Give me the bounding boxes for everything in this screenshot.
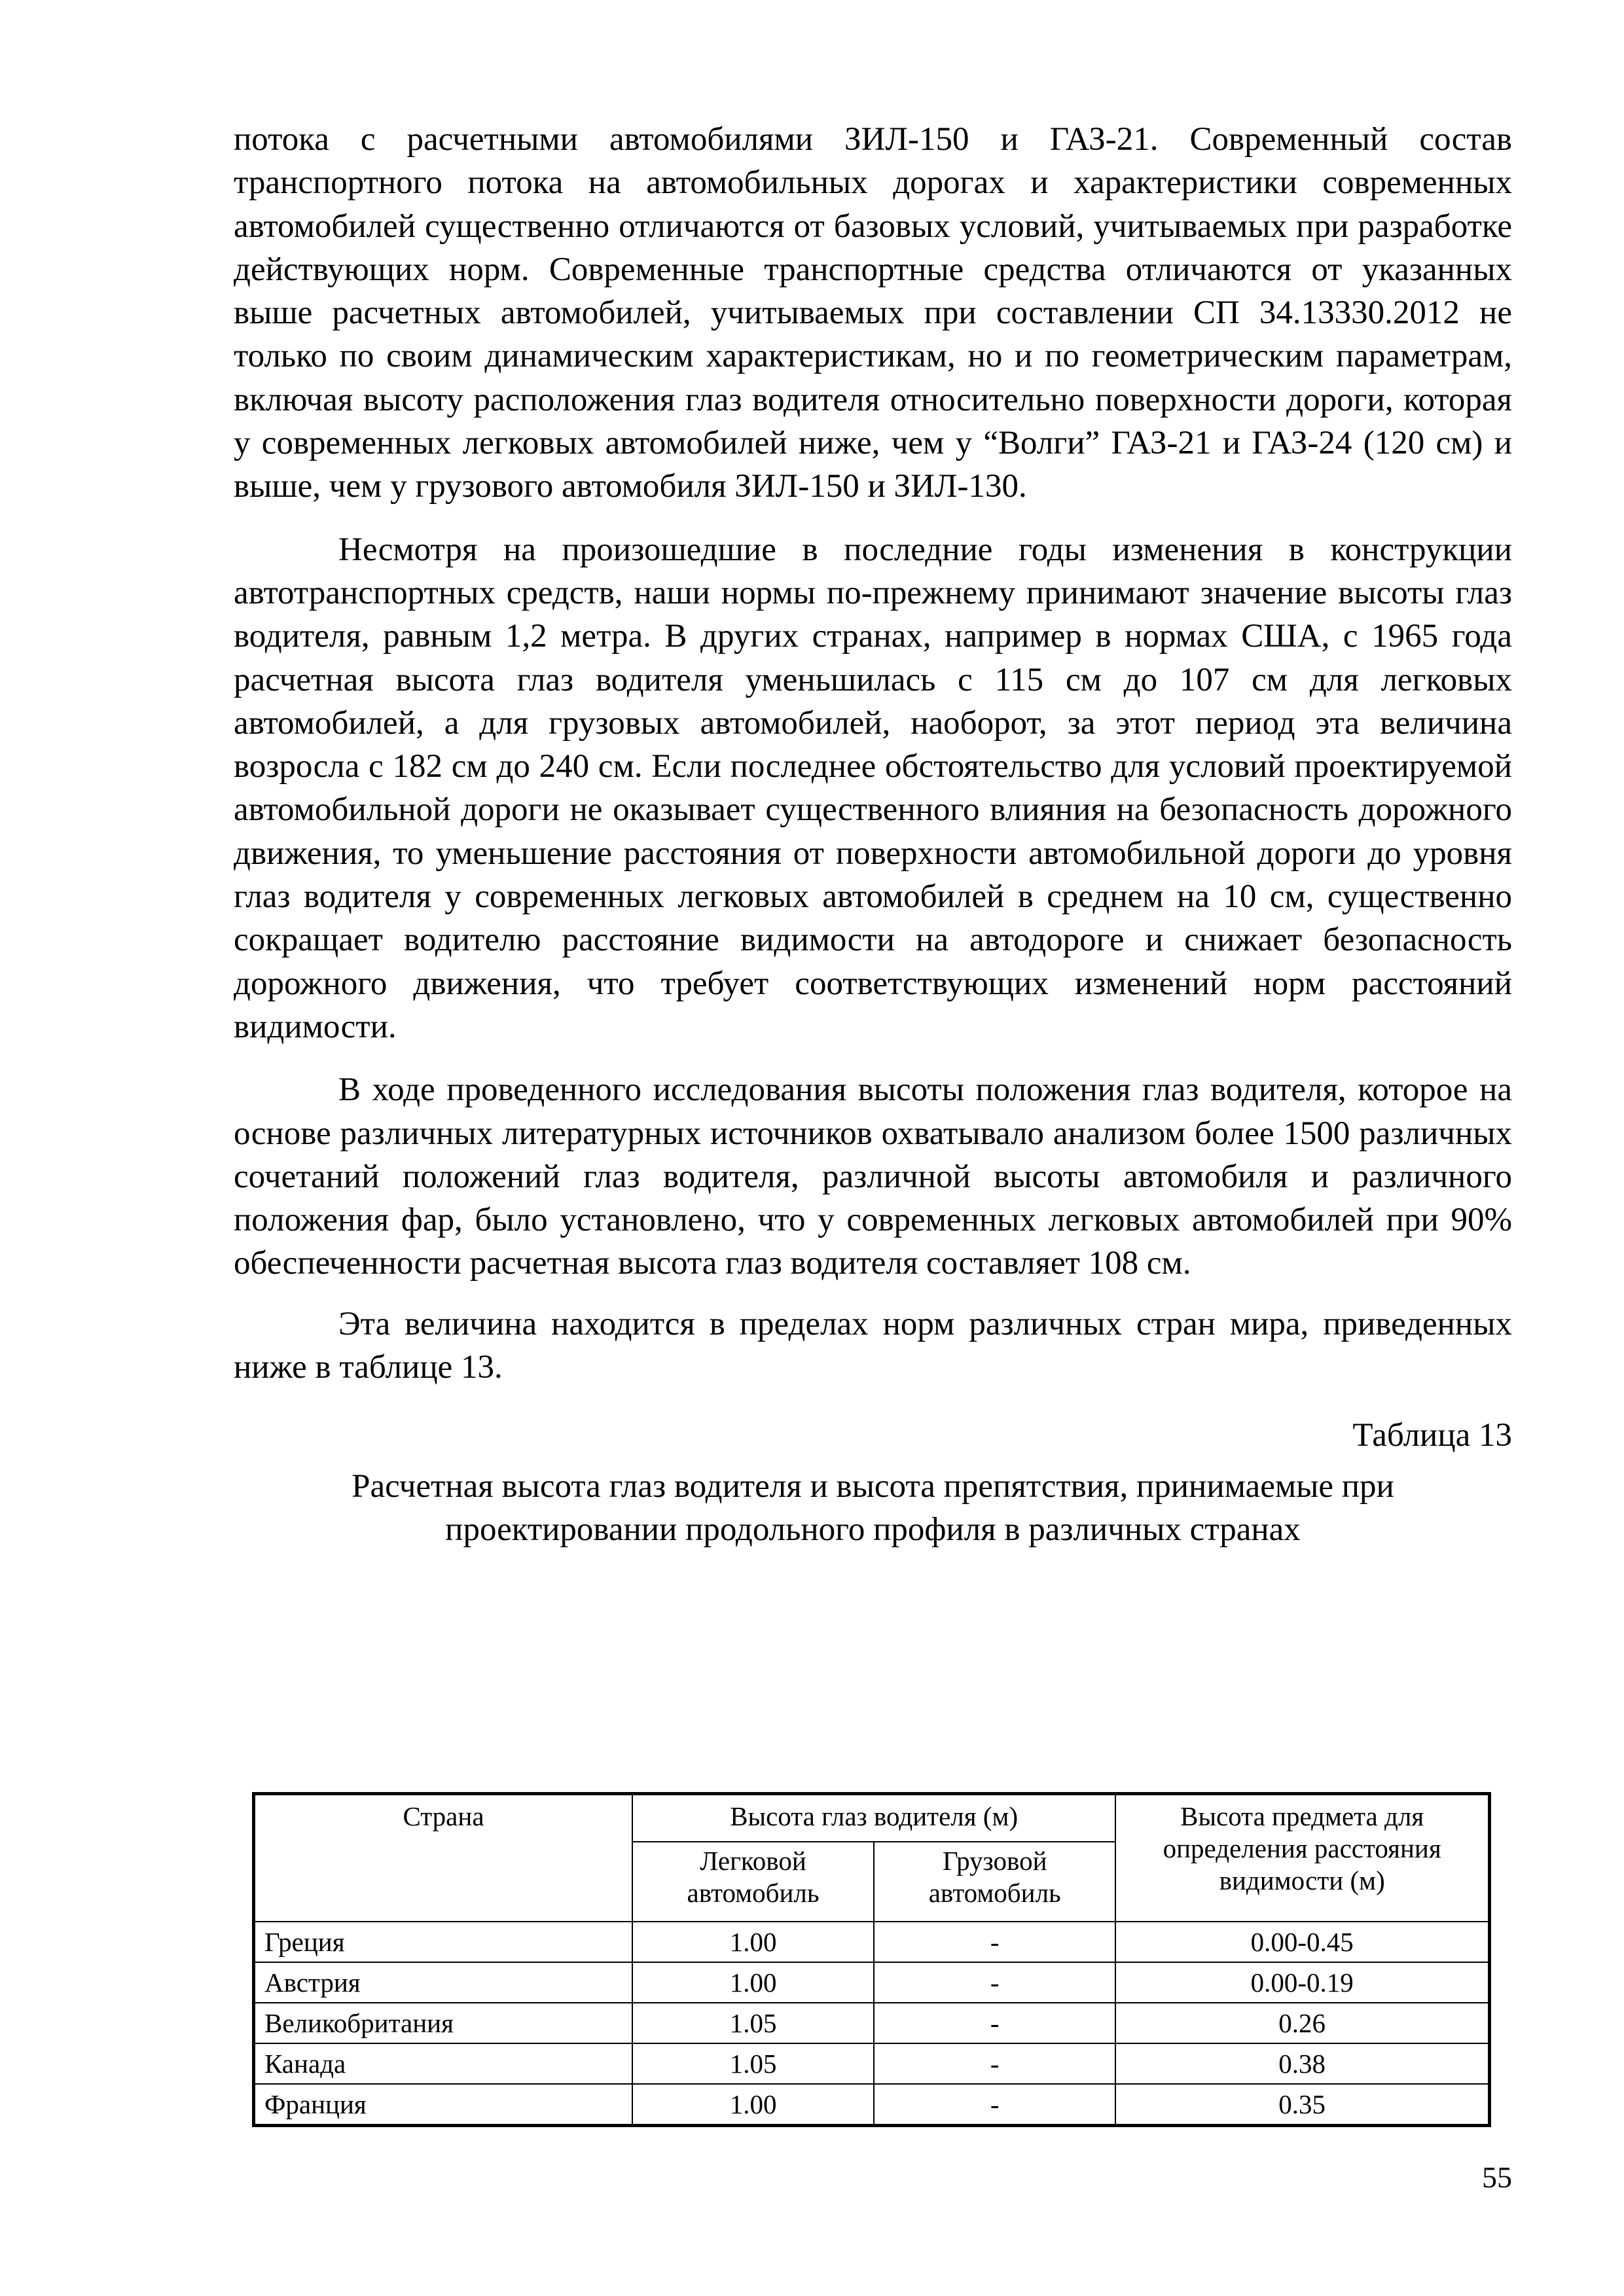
paragraph-3: В ходе проведенного исследования высоты положения глаз водителя, которое на основе различных литературных источников охватывало анализом более 1500 различных сочетаний положений глаз водителя, различной высоты автомобиля и различного положения фар, было установлено, что у современных легковых автомобилей при 90% обеспеченности расчетная высота глаз водителя составляет 108 см. xyxy=(234,1071,1512,1282)
cell-object: 0.00-0.45 xyxy=(1115,1922,1489,1962)
page-number: 55 xyxy=(1482,2161,1512,2194)
table-number: Таблица 13 xyxy=(1352,1417,1512,1454)
table-row xyxy=(254,2003,1490,2043)
cell-car: 1.00 xyxy=(632,1962,874,2003)
cell-country: Великобритания xyxy=(254,2003,632,2043)
cell-car: 1.00 xyxy=(632,2084,874,2126)
header-truck: Грузовой автомобиль xyxy=(874,1842,1115,1922)
table-caption-line-2: проектировании продольного профиля в различных странах xyxy=(445,1511,1301,1549)
cell-object: 0.26 xyxy=(1115,2003,1489,2043)
cell-object: 0.35 xyxy=(1115,2084,1489,2126)
cell-truck: - xyxy=(874,1922,1115,1962)
cell-truck: - xyxy=(874,2043,1115,2084)
cell-country: Франция xyxy=(254,2084,632,2126)
header-object-height: Высота предмета для определения расстояния видимости (м) xyxy=(1115,1794,1489,1922)
cell-country: Греция xyxy=(254,1922,632,1962)
table-caption-line-1: Расчетная высота глаз водителя и высота препятствия, принимаемые при xyxy=(352,1468,1394,1505)
table-caption xyxy=(234,1465,1512,1551)
paragraph-2: Несмотря на произошедшие в последние годы изменения в конструкции автотранспортных средств, наши нормы по-прежнему принимают значение высоты глаз водителя, равным 1,2 метра. В других странах, например в нормах США, с 1965 года расчетная высота глаз водителя уменьшилась с 115 см до 107 см для легковых автомобилей, а для грузовых автомобилей, наоборот, за этот период эта величина возросла с 182 см до 240 см. Если последнее обстоятельство для условий проектируемой автомобильной дороги не оказывает существенного влияния на безопасность дорожного движения, то уменьшение расстояния от поверхности автомобильной дороги до уровня глаз водителя у современных легковых автомобилей в среднем на 10 см, существенно сокращает водителю расстояние видимости на автодороге и снижает безопасность дорожного движения, что требует соответствующих изменений норм расстояний видимости. xyxy=(234,531,1512,1045)
paragraph-1: потока с расчетными автомобилями ЗИЛ-150 и ГАЗ-21. Современный состав транспортного потока на автомобильных дорогах и характеристики современных автомобилей существенно отличаются от базовых условий, учитываемых при разработке действующих норм. Современные транспортные средства отличаются от указанных выше расчетных автомобилей, учитываемых при составлении СП 34.13330.2012 не только по своим динамическим характеристикам, но и по геометрическим параметрам, включая высоту расположения глаз водителя относительно поверхности дороги, которая у современных легковых автомобилей ниже, чем у “Волги” ГАЗ-21 и ГАЗ-24 (120 см) и выше, чем у грузового автомобиля ЗИЛ-150 и ЗИЛ-130. xyxy=(234,121,1512,505)
table-row xyxy=(254,1962,1490,2003)
table-row xyxy=(254,2043,1490,2084)
cell-car: 1.05 xyxy=(632,2003,874,2043)
cell-truck: - xyxy=(874,2084,1115,2126)
header-country: Страна xyxy=(254,1794,632,1922)
table-row xyxy=(254,2084,1490,2126)
cell-object: 0.38 xyxy=(1115,2043,1489,2084)
cell-truck: - xyxy=(874,2003,1115,2043)
paragraph-4: Эта величина находится в пределах норм различных стран мира, приведенных ниже в таблице 13. xyxy=(234,1305,1512,1386)
header-eye-height: Высота глаз водителя (м) xyxy=(632,1794,1115,1842)
cell-car: 1.05 xyxy=(632,2043,874,2084)
eye-height-table xyxy=(252,1792,1491,2127)
table-row xyxy=(254,1922,1490,1962)
page-body xyxy=(234,118,1512,1551)
header-car: Легковой автомобиль xyxy=(632,1842,874,1922)
cell-car: 1.00 xyxy=(632,1922,874,1962)
cell-country: Канада xyxy=(254,2043,632,2084)
cell-truck: - xyxy=(874,1962,1115,2003)
cell-country: Австрия xyxy=(254,1962,632,2003)
cell-object: 0.00-0.19 xyxy=(1115,1962,1489,2003)
